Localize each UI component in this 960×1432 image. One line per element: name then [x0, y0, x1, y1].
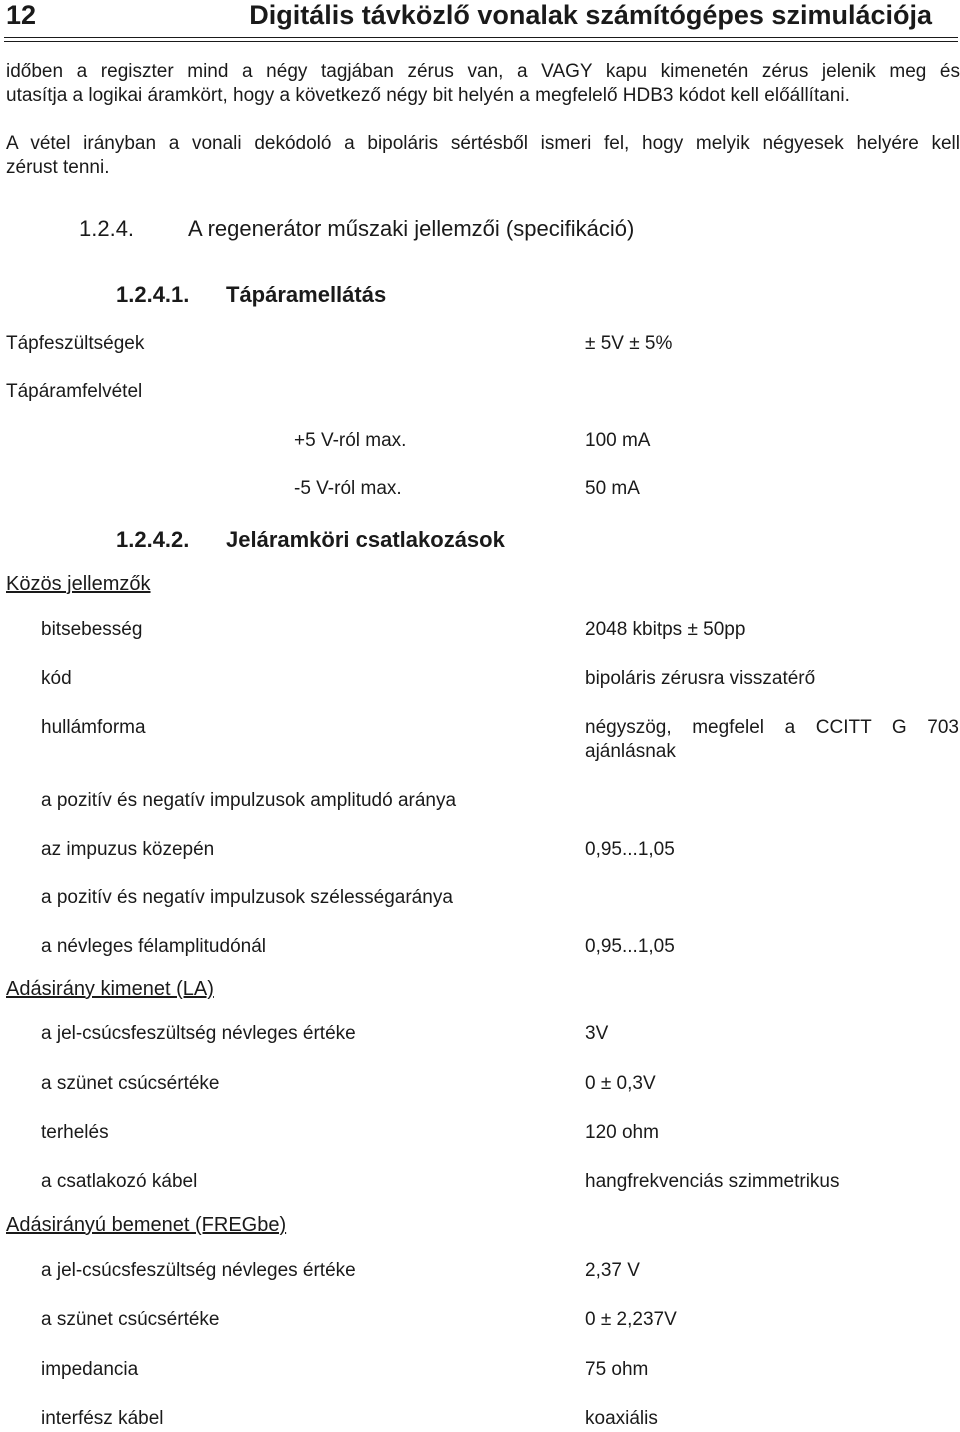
common-row-value-continued: ajánlásnak	[585, 741, 676, 762]
tx-out-row-value: hangfrekvenciás szimmetrikus	[585, 1171, 840, 1192]
tx-in-heading: Adásirányú bemenet (FREGbe)	[6, 1214, 287, 1236]
header-rule-top	[4, 37, 958, 38]
common-row-label: kód	[41, 668, 72, 689]
section-1242-title: Jeláramköri csatlakozások	[226, 527, 505, 552]
intro-para2-line1: A vétel irányban a vonali dekódoló a bipoláris sértésből ismeri fel, hogy melyik négyesek helyére kell	[6, 133, 960, 154]
supply-voltage-value: ± 5V ± 5%	[585, 333, 673, 354]
tx-out-heading: Adásirány kimenet (LA)	[6, 978, 214, 1000]
tx-out-row-label: terhelés	[41, 1122, 109, 1143]
section-1242-number: 1.2.4.2.	[116, 527, 190, 552]
page-number: 12	[6, 0, 37, 30]
tx-out-row-value: 0 ± 0,3V	[585, 1073, 656, 1094]
intro-para1-line1: időben a regiszter mind a négy tagjában zérus van, a VAGY kapu kimenetén zérus jelenik meg és	[6, 61, 960, 82]
intro-para2-line2: zérust tenni.	[6, 157, 110, 178]
common-row-label: bitsebesség	[41, 619, 143, 640]
common-row-value: 0,95...1,05	[585, 936, 675, 957]
common-row-label: a pozitív és negatív impulzusok amplitudó aránya	[41, 790, 457, 811]
tx-in-row-label: interfész kábel	[41, 1408, 164, 1429]
tx-in-row-value: 2,37 V	[585, 1260, 640, 1281]
tx-out-row-value: 120 ohm	[585, 1122, 659, 1143]
tx-out-row-label: a jel-csúcsfeszültség névleges értéke	[41, 1023, 356, 1044]
tx-in-row-value: koaxiális	[585, 1408, 658, 1429]
common-row-label: a névleges félamplitudónál	[41, 936, 266, 957]
header-rule-bottom	[4, 41, 958, 42]
tx-in-row-label: a szünet csúcsértéke	[41, 1309, 220, 1330]
tx-in-row-label: impedancia	[41, 1359, 139, 1380]
common-row-value: 0,95...1,05	[585, 839, 675, 860]
supply-voltage-label: Tápfeszültségek	[6, 333, 145, 354]
plus5-value: 100 mA	[585, 430, 651, 451]
plus5-label: +5 V-ról max.	[294, 430, 407, 451]
section-1241-title: Tápáramellátás	[226, 282, 387, 307]
common-row-value: négyszög, megfelel a CCITT G 703	[585, 717, 959, 738]
common-row-value: bipoláris zérusra visszatérő	[585, 668, 816, 689]
tx-in-row-label: a jel-csúcsfeszültség névleges értéke	[41, 1260, 356, 1281]
minus5-label: -5 V-ról max.	[294, 478, 402, 499]
section-1241-number: 1.2.4.1.	[116, 282, 190, 307]
page-title: Digitális távközlő vonalak számítógépes szimulációja	[249, 0, 932, 30]
common-heading: Közös jellemzők	[6, 573, 151, 595]
tx-out-row-value: 3V	[585, 1023, 609, 1044]
intro-para1-line2: utasítja a logikai áramkört, hogy a következő négy bit helyén a megfelelő HDB3 kódot kell előállítani.	[6, 85, 850, 106]
section-124-number: 1.2.4.	[79, 216, 135, 241]
tx-in-row-value: 0 ± 2,237V	[585, 1309, 677, 1330]
common-row-label: az impuzus közepén	[41, 839, 215, 860]
current-label: Tápáramfelvétel	[6, 381, 143, 402]
section-124-title: A regenerátor műszaki jellemzői (specifikáció)	[188, 216, 635, 241]
common-row-label: hullámforma	[41, 717, 146, 738]
minus5-value: 50 mA	[585, 478, 640, 499]
tx-out-row-label: a csatlakozó kábel	[41, 1171, 198, 1192]
tx-out-row-label: a szünet csúcsértéke	[41, 1073, 220, 1094]
common-row-value: 2048 kbitps ± 50pp	[585, 619, 746, 640]
common-row-label: a pozitív és negatív impulzusok szélességaránya	[41, 887, 453, 908]
tx-in-row-value: 75 ohm	[585, 1359, 649, 1380]
